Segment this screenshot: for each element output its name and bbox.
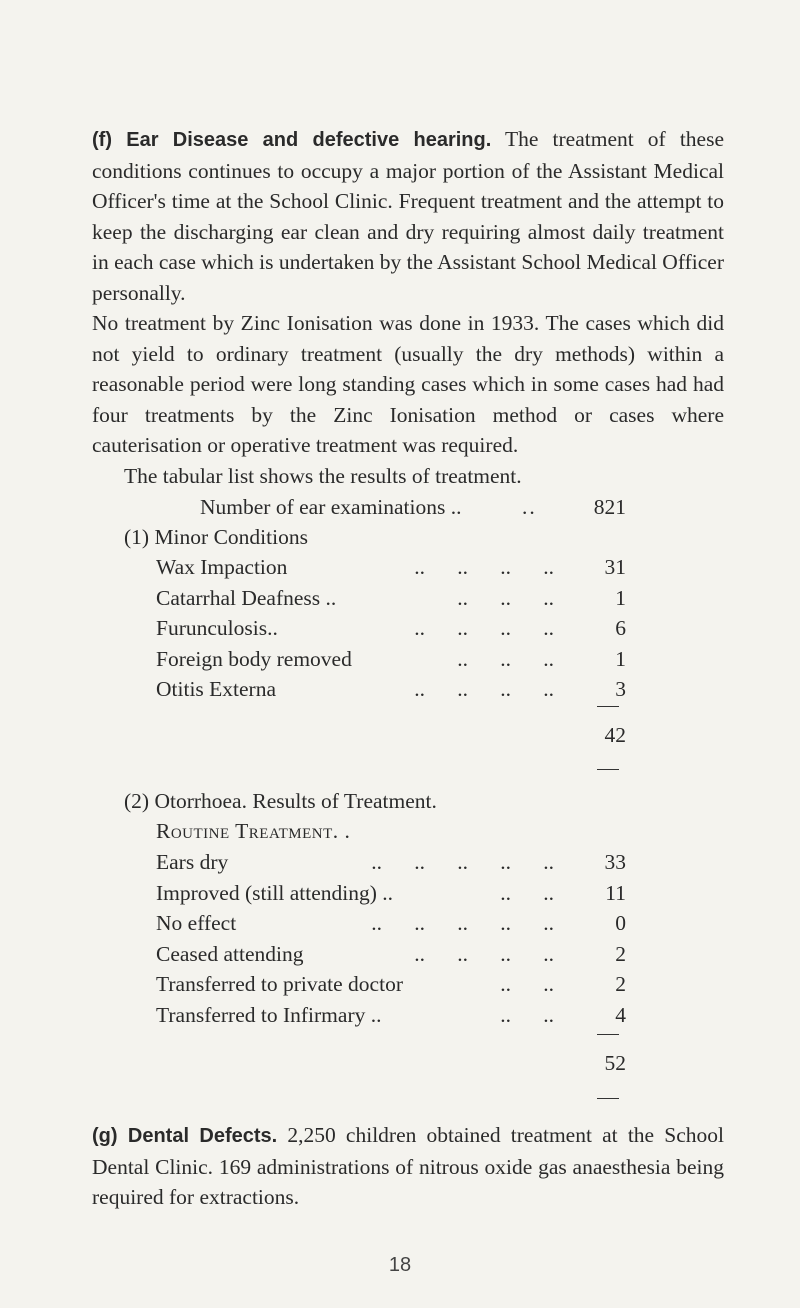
row-value: 4 — [615, 1002, 626, 1027]
otorrhoea-heading: (2) Otorrhoea. Results of Treatment. — [124, 789, 437, 813]
section-f-heading: (f) Ear Disease and defective hearing. — [92, 129, 492, 151]
otorrhoea-total-underline — [597, 1098, 619, 1099]
section-f-text: The treatment of these conditions continues to occupy a major portion of the Assistant Medical Officer's time at the School Clinic. Frequent treatment and the attempt to keep the discharging ear clean and dry requiring almost daily treatment in each case which is undertaken by the Assistant School Medical Officer personally. — [92, 127, 724, 305]
row-dot-leader: .. .. — [500, 972, 554, 996]
row-label: Ceased attending — [156, 941, 304, 966]
table-row — [156, 583, 626, 613]
row-label: Transferred to Infirmary .. — [156, 1002, 382, 1027]
routine-treatment-heading: Routine Treatment. . — [156, 819, 351, 843]
row-value: 0 — [615, 911, 626, 935]
row-value: 33 — [604, 850, 626, 874]
otorrhoea-total: 52 — [604, 1051, 626, 1075]
row-dot-leader: .. .. .. — [457, 585, 554, 610]
table-row — [156, 908, 626, 938]
examinations-label: Number of ear examinations .. — [200, 495, 462, 519]
table-row — [156, 644, 626, 674]
table-row — [156, 878, 626, 908]
minor-conditions-heading: (1) Minor Conditions — [124, 525, 308, 549]
row-label: Foreign body removed — [156, 646, 352, 671]
row-label: Ears dry — [156, 850, 229, 874]
row-dot-leader: .. .. — [500, 1002, 554, 1027]
row-value: 6 — [615, 616, 626, 640]
row-label: Catarrhal Deafness .. — [156, 585, 337, 610]
tabular-intro: The tabular list shows the results of treatment. — [124, 464, 522, 488]
table-row — [156, 674, 626, 704]
section-g-paragraph — [92, 1120, 724, 1213]
examinations-row — [200, 492, 626, 522]
section-f-paragraph — [92, 124, 724, 308]
row-dot-leader: .. .. — [500, 880, 554, 905]
row-dot-leader: .. .. .. .. — [414, 941, 554, 966]
examinations-value: 821 — [593, 495, 626, 519]
row-dot-leader: .. .. .. .. — [414, 616, 554, 640]
examinations-dots: .. — [522, 495, 537, 519]
table-row — [156, 939, 626, 969]
row-dot-leader: .. .. .. .. — [414, 555, 554, 579]
table-row — [156, 613, 626, 643]
table-row — [156, 969, 626, 999]
minor-total-rule — [597, 706, 619, 707]
row-value: 2 — [615, 972, 626, 996]
row-label: Otitis Externa — [156, 677, 277, 701]
row-value: 1 — [615, 646, 626, 671]
section-g-text: 2,250 children obtained treatment at the School Dental Clinic. 169 administrations of nitrous oxide gas anaesthesia being required for extractions. — [92, 1123, 724, 1209]
row-dot-leader: .. .. .. .. .. — [371, 850, 554, 874]
row-label: Furunculosis.. — [156, 616, 278, 640]
row-value: 31 — [604, 555, 626, 579]
row-value: 1 — [615, 585, 626, 610]
row-value: 2 — [615, 941, 626, 966]
row-dot-leader: .. .. .. .. .. — [371, 911, 554, 935]
minor-total-underline — [597, 769, 619, 770]
row-label: Improved (still attending) .. — [156, 880, 394, 905]
table-row — [156, 847, 626, 877]
table-row — [156, 1000, 626, 1030]
row-dot-leader: .. .. .. .. — [414, 677, 554, 701]
minor-total: 42 — [604, 723, 626, 747]
row-value: 3 — [615, 677, 626, 701]
page-number: 18 — [388, 1254, 412, 1276]
row-label: No effect — [156, 911, 237, 935]
row-dot-leader: .. .. .. — [457, 646, 554, 671]
table-row — [156, 552, 626, 582]
otorrhoea-total-rule — [597, 1034, 619, 1035]
row-label: Wax Impaction — [156, 555, 288, 579]
zinc-ionisation-paragraph: No treatment by Zinc Ionisation was done in 1933. The cases which did not yield to ordinary treatment (usually the dry methods) within a reasonable period were long standing cases which in some cases had had four treatments by the Zinc Ionisation method or cases where cauterisation or operative treatment was required. — [92, 311, 724, 457]
row-label: Transferred to private doctor — [156, 972, 403, 996]
section-g-heading: (g) Dental Defects. — [92, 1125, 278, 1147]
row-value: 11 — [605, 880, 626, 905]
